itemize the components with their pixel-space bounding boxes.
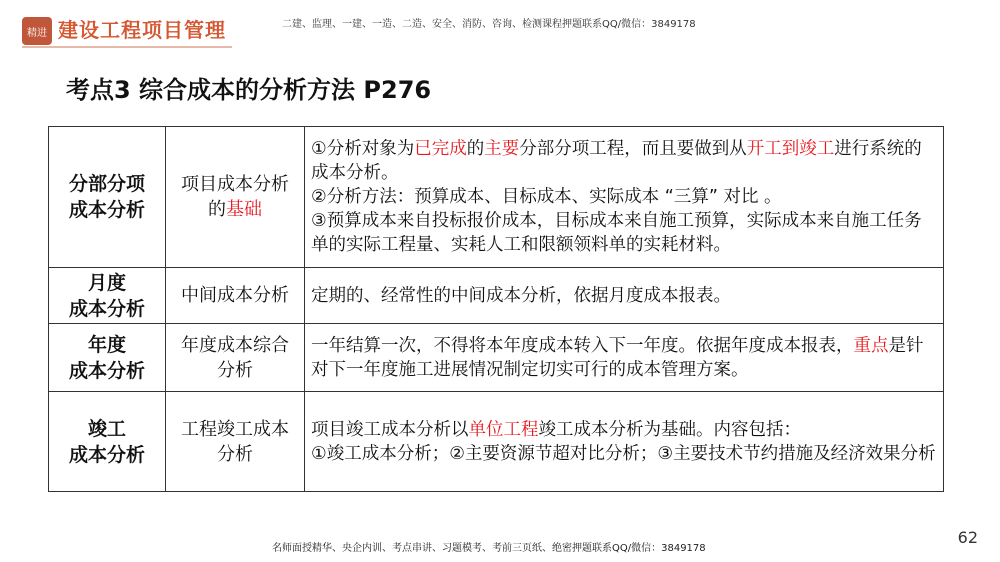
category-line: 年度 bbox=[87, 333, 126, 356]
bottom-contact-note: 名师面授精华、央企内训、考点串讲、习题模考、考前三页纸、绝密押题联系QQ/微信：3849178 bbox=[272, 543, 706, 554]
type-line: 分析 bbox=[217, 359, 253, 381]
logo-badge: 精进 bbox=[22, 17, 52, 45]
category-line: 月度 bbox=[87, 271, 126, 294]
desc-text: 竣工成本分析为基础。内容包括： bbox=[538, 419, 801, 440]
type-line: 项目成本分析 bbox=[181, 174, 289, 195]
brand-underline bbox=[22, 46, 232, 48]
highlight-text: 重点 bbox=[853, 335, 889, 356]
row-description bbox=[305, 324, 944, 392]
row-category bbox=[49, 324, 166, 392]
desc-text: ②分析方法：预算成本、目标成本、实际成本 “三算” 对比 。 bbox=[311, 187, 782, 207]
desc-text: 一年结算一次，不得将本年度成本转入下一年度。依据年度成本报表， bbox=[311, 335, 854, 356]
slide-title: 考点3 综合成本的分析方法 P276 bbox=[66, 76, 432, 104]
category-line: 成本分析 bbox=[68, 443, 145, 466]
type-line: 分析 bbox=[217, 443, 253, 465]
row-type bbox=[166, 324, 305, 392]
row-description bbox=[305, 127, 944, 268]
top-contact-note: 二建、监理、一建、一造、二造、安全、消防、咨询、检测课程押题联系QQ/微信：3849178 bbox=[282, 19, 696, 30]
category-line: 成本分析 bbox=[68, 199, 145, 221]
desc-text: ③预算成本来自投标报价成本，目标成本来自施工预算，实际成本来自施工任务单的实际工程量、实耗人工和限额领料单的实耗材料。 bbox=[311, 211, 922, 255]
table-row bbox=[49, 324, 944, 392]
category-line: 成本分析 bbox=[68, 297, 145, 320]
row-type bbox=[166, 392, 305, 492]
row-type: 中间成本分析 bbox=[166, 268, 305, 324]
category-line: 竣工 bbox=[87, 417, 126, 440]
row-type bbox=[166, 127, 305, 268]
cost-analysis-table bbox=[48, 126, 944, 492]
table-row bbox=[49, 268, 944, 324]
page-number: 62 bbox=[957, 528, 978, 547]
desc-text: 分部分项工程，而且要做到从 bbox=[519, 139, 747, 159]
highlight-text: 已完成 bbox=[414, 139, 467, 159]
highlight-text: 主要 bbox=[484, 139, 520, 159]
desc-text: 进行系统的成本分析。 bbox=[311, 139, 922, 183]
type-line: 工程竣工成本 bbox=[181, 418, 289, 440]
highlight-text: 单位工程 bbox=[468, 419, 539, 440]
row-category bbox=[49, 268, 166, 324]
desc-text: 的 bbox=[466, 139, 485, 159]
highlight-text: 基础 bbox=[226, 199, 262, 220]
row-category bbox=[49, 392, 166, 492]
desc-text: 项目竣工成本分析以 bbox=[311, 419, 469, 440]
row-description bbox=[305, 392, 944, 492]
table-row bbox=[49, 127, 944, 268]
desc-text: 是针对下一年度施工进展情况制定切实可行的成本管理方案。 bbox=[311, 335, 924, 380]
type-text: 的 bbox=[208, 199, 226, 220]
category-line: 分部分项 bbox=[68, 173, 145, 195]
brand-title: 建设工程项目管理 bbox=[58, 18, 226, 42]
highlight-text: 开工到竣工 bbox=[746, 139, 835, 159]
category-line: 成本分析 bbox=[68, 359, 145, 382]
type-line bbox=[167, 197, 303, 222]
desc-text: ①分析对象为 bbox=[311, 139, 415, 159]
table-row bbox=[49, 392, 944, 492]
desc-text: ①竣工成本分析；②主要资源节超对比分析；③主要技术节约措施及经济效果分析 bbox=[311, 443, 936, 464]
type-line: 年度成本综合 bbox=[181, 334, 289, 356]
row-description: 定期的、经常性的中间成本分析，依据月度成本报表。 bbox=[305, 268, 944, 324]
row-category bbox=[49, 127, 166, 268]
